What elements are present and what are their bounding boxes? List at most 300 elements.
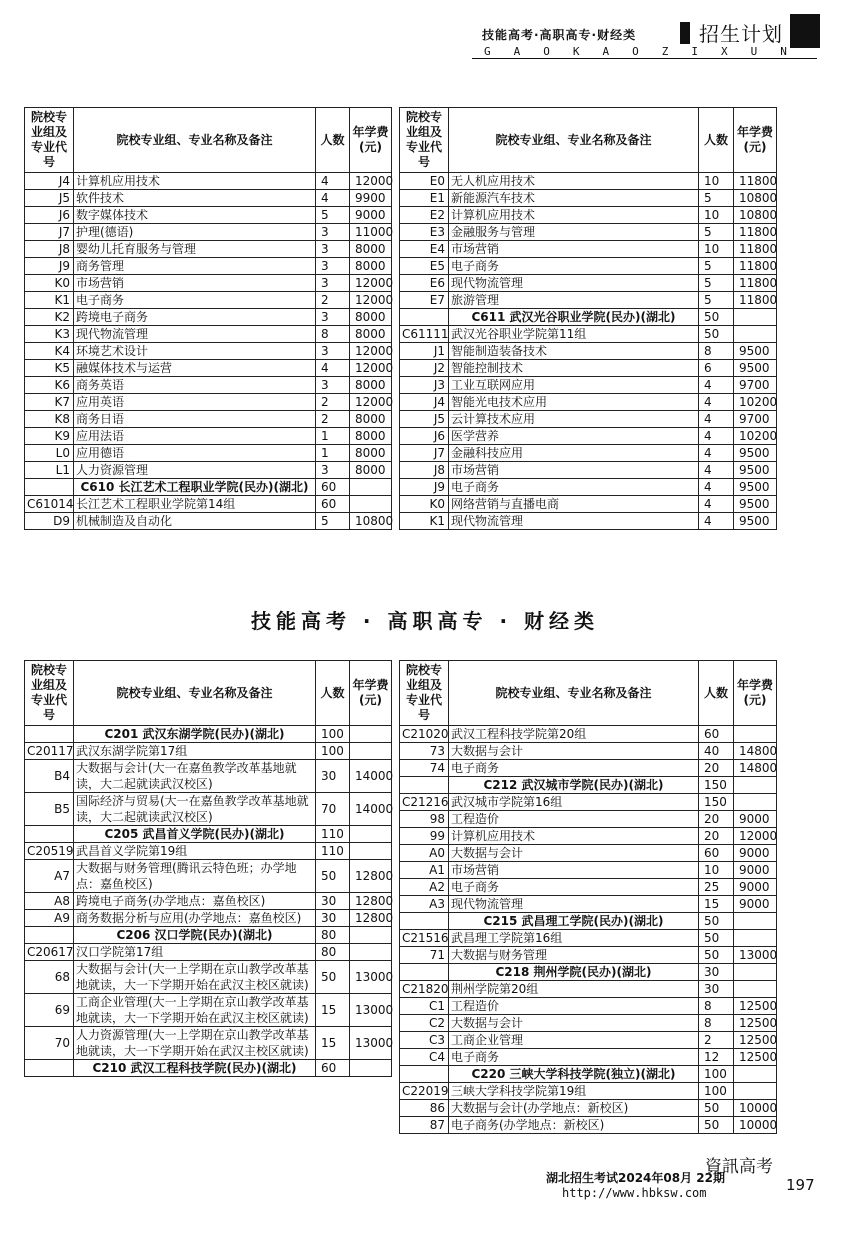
table-row (25, 793, 392, 826)
cell-code: J7 (400, 445, 449, 462)
cell-name: 汉口学院第17组 (74, 944, 316, 961)
table-row (400, 811, 777, 828)
header-pinyin: GAOKAOZIXUN (484, 45, 810, 58)
table-row (400, 190, 777, 207)
table-row (400, 496, 777, 513)
table-row (400, 241, 777, 258)
cell-code: 98 (400, 811, 449, 828)
cell-fee: 12000 (350, 360, 392, 377)
cell-code: K3 (25, 326, 74, 343)
cell-count: 4 (316, 173, 350, 190)
cell-code: C21820 (400, 981, 449, 998)
cell-count: 80 (316, 944, 350, 961)
table-row (400, 947, 777, 964)
cell-code: C20117 (25, 743, 74, 760)
cell-count: 10 (699, 241, 734, 258)
cell-count: 60 (316, 479, 350, 496)
cell-name: 工程造价 (449, 811, 699, 828)
table-row (25, 513, 392, 530)
cell-code: A9 (25, 910, 74, 927)
col-header-count: 人数 (699, 661, 734, 726)
cell-name: 环境艺术设计 (74, 343, 316, 360)
cell-fee: 8000 (350, 326, 392, 343)
cell-code: E7 (400, 292, 449, 309)
cell-count: 4 (699, 428, 734, 445)
table-row (400, 981, 777, 998)
cell-code: C1 (400, 998, 449, 1015)
table-row (400, 275, 777, 292)
cell-fee (350, 927, 392, 944)
cell-name: 武昌首义学院第19组 (74, 843, 316, 860)
cell-fee (734, 964, 777, 981)
cell-name: C611 武汉光谷职业学院(民办)(湖北) (449, 309, 699, 326)
cell-count: 15 (699, 896, 734, 913)
cell-count: 100 (699, 1083, 734, 1100)
cell-count: 2 (316, 292, 350, 309)
table-bottom-right (399, 660, 777, 1134)
table-row (400, 360, 777, 377)
cell-code: K7 (25, 394, 74, 411)
cell-fee: 12800 (350, 910, 392, 927)
cell-name: 电子商务 (449, 1049, 699, 1066)
cell-name: 市场营销 (449, 862, 699, 879)
cell-fee: 10000 (734, 1117, 777, 1134)
cell-code (400, 1066, 449, 1083)
table-row (400, 726, 777, 743)
table-row (25, 893, 392, 910)
cell-code: C3 (400, 1032, 449, 1049)
cell-code: J2 (400, 360, 449, 377)
cell-code: E6 (400, 275, 449, 292)
table-row (25, 309, 392, 326)
cell-name: 大数据与会计(大一上学期在京山教学改革基地就读，大一下学期开始在武汉主校区就读) (74, 961, 316, 994)
cell-fee: 12000 (350, 343, 392, 360)
table-row (25, 496, 392, 513)
cell-name: 融媒体技术与运营 (74, 360, 316, 377)
cell-name: 无人机应用技术 (449, 173, 699, 190)
col-header-count: 人数 (316, 108, 350, 173)
cell-fee: 9500 (734, 360, 777, 377)
table-row (400, 462, 777, 479)
cell-count: 8 (699, 343, 734, 360)
table-row (400, 1100, 777, 1117)
cell-code (400, 309, 449, 326)
header-title: 技能高考·高职高专·财经类 (482, 28, 637, 42)
cell-fee: 10200 (734, 394, 777, 411)
cell-fee: 9500 (734, 496, 777, 513)
table-row (400, 1083, 777, 1100)
col-header-code: 院校专业组及专业代号 (400, 661, 449, 726)
cell-code: D9 (25, 513, 74, 530)
table-row (25, 173, 392, 190)
cell-code: J7 (25, 224, 74, 241)
cell-count: 4 (699, 479, 734, 496)
cell-code: 87 (400, 1117, 449, 1134)
col-header-fee: 年学费(元) (350, 661, 392, 726)
header-rule (472, 58, 817, 59)
table-row (25, 961, 392, 994)
table-row (400, 845, 777, 862)
cell-name: 电子商务(办学地点：新校区) (449, 1117, 699, 1134)
cell-fee: 10000 (734, 1100, 777, 1117)
cell-fee (734, 326, 777, 343)
cell-fee: 11800 (734, 275, 777, 292)
cell-count: 30 (316, 760, 350, 793)
cell-code: B5 (25, 793, 74, 826)
col-header-code: 院校专业组及专业代号 (25, 661, 74, 726)
cell-count: 25 (699, 879, 734, 896)
school-group-row (400, 964, 777, 981)
table-row (400, 224, 777, 241)
cell-fee: 9500 (734, 445, 777, 462)
cell-fee: 12500 (734, 1049, 777, 1066)
cell-name: 工商企业管理 (449, 1032, 699, 1049)
cell-code: E5 (400, 258, 449, 275)
cell-count: 50 (699, 947, 734, 964)
cell-name: 大数据与会计(办学地点：新校区) (449, 1100, 699, 1117)
cell-name: 现代物流管理 (449, 275, 699, 292)
cell-fee (734, 309, 777, 326)
cell-code: J4 (400, 394, 449, 411)
cell-fee: 12000 (350, 394, 392, 411)
cell-name: C218 荆州学院(民办)(湖北) (449, 964, 699, 981)
cell-code: A2 (400, 879, 449, 896)
cell-count: 10 (699, 207, 734, 224)
cell-code: J4 (25, 173, 74, 190)
table-row (400, 513, 777, 530)
cell-fee: 12500 (734, 1032, 777, 1049)
table-row (400, 428, 777, 445)
cell-fee: 8000 (350, 411, 392, 428)
table-top-right (399, 107, 777, 530)
cell-fee: 10800 (734, 207, 777, 224)
cell-code: J5 (25, 190, 74, 207)
cell-fee: 13000 (350, 994, 392, 1027)
cell-code: K1 (400, 513, 449, 530)
cell-code: E4 (400, 241, 449, 258)
cell-code: J9 (400, 479, 449, 496)
cell-code: 86 (400, 1100, 449, 1117)
cell-name: 应用英语 (74, 394, 316, 411)
cell-fee: 9500 (734, 479, 777, 496)
cell-code: A1 (400, 862, 449, 879)
cell-count: 15 (316, 994, 350, 1027)
cell-name: 商务数据分析与应用(办学地点：嘉鱼校区) (74, 910, 316, 927)
cell-name: 大数据与财务管理 (449, 947, 699, 964)
cell-name: 计算机应用技术 (74, 173, 316, 190)
cell-count: 3 (316, 343, 350, 360)
cell-name: 大数据与财务管理(腾讯云特色班；办学地点：嘉鱼校区) (74, 860, 316, 893)
cell-name: C215 武昌理工学院(民办)(湖北) (449, 913, 699, 930)
cell-fee (734, 794, 777, 811)
cell-code: K6 (25, 377, 74, 394)
cell-name: 国际经济与贸易(大一在嘉鱼教学改革基地就读，大二起就读武汉校区) (74, 793, 316, 826)
cell-code: A8 (25, 893, 74, 910)
cell-name: C205 武昌首义学院(民办)(湖北) (74, 826, 316, 843)
table-row (25, 743, 392, 760)
cell-count: 8 (699, 1015, 734, 1032)
table-row (25, 292, 392, 309)
cell-count: 4 (699, 496, 734, 513)
cell-name: 跨境电子商务(办学地点：嘉鱼校区) (74, 893, 316, 910)
cell-fee: 9000 (734, 896, 777, 913)
cell-fee: 9000 (734, 811, 777, 828)
cell-code: C21216 (400, 794, 449, 811)
cell-name: 工业互联网应用 (449, 377, 699, 394)
cell-count: 3 (316, 275, 350, 292)
cell-count: 100 (316, 743, 350, 760)
cell-name: 三峡大学科技学院第19组 (449, 1083, 699, 1100)
cell-code: 69 (25, 994, 74, 1027)
cell-count: 50 (699, 326, 734, 343)
cell-code: 71 (400, 947, 449, 964)
cell-count: 1 (316, 445, 350, 462)
col-header-name: 院校专业组、专业名称及备注 (74, 661, 316, 726)
cell-fee: 11800 (734, 292, 777, 309)
table-row (25, 994, 392, 1027)
school-group-row (25, 826, 392, 843)
table-row (25, 224, 392, 241)
cell-fee: 8000 (350, 445, 392, 462)
cell-code: C61111 (400, 326, 449, 343)
cell-code: C20519 (25, 843, 74, 860)
cell-fee: 12000 (734, 828, 777, 845)
cell-name: 商务管理 (74, 258, 316, 275)
cell-count: 4 (699, 445, 734, 462)
cell-name: 市场营销 (449, 241, 699, 258)
col-header-code: 院校专业组及专业代号 (400, 108, 449, 173)
cell-name: 数字媒体技术 (74, 207, 316, 224)
table-row (25, 394, 392, 411)
cell-code: 73 (400, 743, 449, 760)
cell-count: 80 (316, 927, 350, 944)
table-row (400, 479, 777, 496)
cell-fee (734, 981, 777, 998)
cell-code: K0 (400, 496, 449, 513)
cell-count: 8 (316, 326, 350, 343)
cell-name: 荆州学院第20组 (449, 981, 699, 998)
cell-code: A3 (400, 896, 449, 913)
table-row (25, 207, 392, 224)
table-row (25, 360, 392, 377)
cell-count: 4 (699, 462, 734, 479)
cell-name: 现代物流管理 (74, 326, 316, 343)
school-group-row (25, 927, 392, 944)
col-header-name: 院校专业组、专业名称及备注 (74, 108, 316, 173)
cell-count: 10 (699, 173, 734, 190)
cell-name: 现代物流管理 (449, 513, 699, 530)
cell-name: C206 汉口学院(民办)(湖北) (74, 927, 316, 944)
header-divider-block (680, 22, 690, 44)
cell-count: 5 (699, 292, 734, 309)
table-row (25, 1027, 392, 1060)
col-header-fee: 年学费(元) (734, 108, 777, 173)
cell-fee: 12000 (350, 275, 392, 292)
table-row (25, 860, 392, 893)
cell-name: 人力资源管理 (74, 462, 316, 479)
cell-name: 电子商务 (449, 879, 699, 896)
cell-code (400, 964, 449, 981)
cell-name: 旅游管理 (449, 292, 699, 309)
page-number: 197 (786, 1176, 815, 1194)
cell-code: L1 (25, 462, 74, 479)
footer-url: http://www.hbksw.com (562, 1186, 707, 1200)
cell-code (25, 1060, 74, 1077)
table-top-left (24, 107, 392, 530)
table-row (400, 930, 777, 947)
cell-fee (734, 1083, 777, 1100)
cell-count: 60 (699, 726, 734, 743)
cell-name: 大数据与会计(大一在嘉鱼教学改革基地就读，大二起就读武汉校区) (74, 760, 316, 793)
cell-fee (350, 479, 392, 496)
cell-count: 1 (316, 428, 350, 445)
school-group-row (400, 1066, 777, 1083)
cell-code: E0 (400, 173, 449, 190)
cell-code: J8 (400, 462, 449, 479)
cell-code: K4 (25, 343, 74, 360)
cell-code: L0 (25, 445, 74, 462)
section-title: 技能高考 · 高职高专 · 财经类 (250, 609, 600, 633)
cell-count: 50 (699, 913, 734, 930)
table-row (25, 377, 392, 394)
cell-name: 电子商务 (449, 760, 699, 777)
cell-code: 99 (400, 828, 449, 845)
cell-count: 2 (316, 411, 350, 428)
cell-fee: 9700 (734, 377, 777, 394)
cell-count: 4 (699, 513, 734, 530)
cell-fee: 13000 (734, 947, 777, 964)
cell-count: 8 (699, 998, 734, 1015)
cell-count: 60 (316, 1060, 350, 1077)
cell-fee: 14000 (350, 793, 392, 826)
cell-code: C20617 (25, 944, 74, 961)
cell-count: 5 (316, 513, 350, 530)
cell-count: 3 (316, 462, 350, 479)
cell-code: J5 (400, 411, 449, 428)
table-row (400, 743, 777, 760)
cell-fee: 12800 (350, 893, 392, 910)
cell-fee: 11800 (734, 224, 777, 241)
cell-count: 30 (316, 910, 350, 927)
cell-fee: 13000 (350, 1027, 392, 1060)
cell-fee: 9000 (734, 879, 777, 896)
cell-fee (734, 777, 777, 794)
cell-name: 智能制造装备技术 (449, 343, 699, 360)
cell-count: 100 (699, 1066, 734, 1083)
cell-code: C4 (400, 1049, 449, 1066)
cell-fee: 9500 (734, 343, 777, 360)
cell-name: 计算机应用技术 (449, 828, 699, 845)
school-group-row (25, 1060, 392, 1077)
cell-fee (350, 1060, 392, 1077)
col-header-fee: 年学费(元) (350, 108, 392, 173)
cell-code: J8 (25, 241, 74, 258)
cell-count: 5 (699, 258, 734, 275)
cell-name: 现代物流管理 (449, 896, 699, 913)
cell-code: E1 (400, 190, 449, 207)
cell-fee: 10800 (734, 190, 777, 207)
cell-fee: 8000 (350, 309, 392, 326)
table-row (25, 760, 392, 793)
table-row (400, 1015, 777, 1032)
cell-fee: 11800 (734, 241, 777, 258)
cell-count: 50 (316, 860, 350, 893)
cell-code: A7 (25, 860, 74, 893)
table-row (400, 394, 777, 411)
table-row (25, 462, 392, 479)
cell-count: 30 (699, 964, 734, 981)
cell-fee: 9000 (350, 207, 392, 224)
cell-code: J9 (25, 258, 74, 275)
table-row (400, 896, 777, 913)
cell-fee (350, 743, 392, 760)
cell-fee: 9500 (734, 513, 777, 530)
col-header-name: 院校专业组、专业名称及备注 (449, 661, 699, 726)
cell-code: A0 (400, 845, 449, 862)
cell-code: J6 (400, 428, 449, 445)
cell-fee (734, 930, 777, 947)
cell-count: 20 (699, 811, 734, 828)
table-row (400, 998, 777, 1015)
cell-code: J6 (25, 207, 74, 224)
cell-name: 婴幼儿托育服务与管理 (74, 241, 316, 258)
cell-code (25, 479, 74, 496)
cell-fee (350, 826, 392, 843)
cell-fee: 12500 (734, 998, 777, 1015)
cell-name: 武汉工程科技学院第20组 (449, 726, 699, 743)
cell-count: 3 (316, 377, 350, 394)
cell-count: 70 (316, 793, 350, 826)
table-row (25, 326, 392, 343)
cell-code (25, 826, 74, 843)
cell-code: C2 (400, 1015, 449, 1032)
col-header-name: 院校专业组、专业名称及备注 (449, 108, 699, 173)
cell-code: 68 (25, 961, 74, 994)
cell-fee (734, 1066, 777, 1083)
cell-name: 机械制造及自动化 (74, 513, 316, 530)
cell-code: K2 (25, 309, 74, 326)
cell-name: 金融科技应用 (449, 445, 699, 462)
table-row (400, 1049, 777, 1066)
cell-count: 5 (316, 207, 350, 224)
cell-fee: 12000 (350, 173, 392, 190)
cell-count: 60 (316, 496, 350, 513)
cell-name: 云计算技术应用 (449, 411, 699, 428)
cell-count: 100 (316, 726, 350, 743)
table-row (400, 794, 777, 811)
cell-count: 4 (699, 411, 734, 428)
cell-code (400, 777, 449, 794)
cell-count: 20 (699, 760, 734, 777)
cell-fee: 14000 (350, 760, 392, 793)
cell-name: 智能光电技术应用 (449, 394, 699, 411)
cell-count: 150 (699, 794, 734, 811)
cell-name: 网络营销与直播电商 (449, 496, 699, 513)
cell-count: 15 (316, 1027, 350, 1060)
cell-count: 4 (316, 190, 350, 207)
cell-count: 150 (699, 777, 734, 794)
cell-code: K0 (25, 275, 74, 292)
school-group-row (400, 913, 777, 930)
school-group-row (25, 726, 392, 743)
cell-count: 3 (316, 241, 350, 258)
cell-fee: 14800 (734, 760, 777, 777)
table-row (400, 343, 777, 360)
cell-fee: 8000 (350, 241, 392, 258)
cell-fee: 12500 (734, 1015, 777, 1032)
cell-fee: 9000 (734, 862, 777, 879)
cell-name: 应用法语 (74, 428, 316, 445)
